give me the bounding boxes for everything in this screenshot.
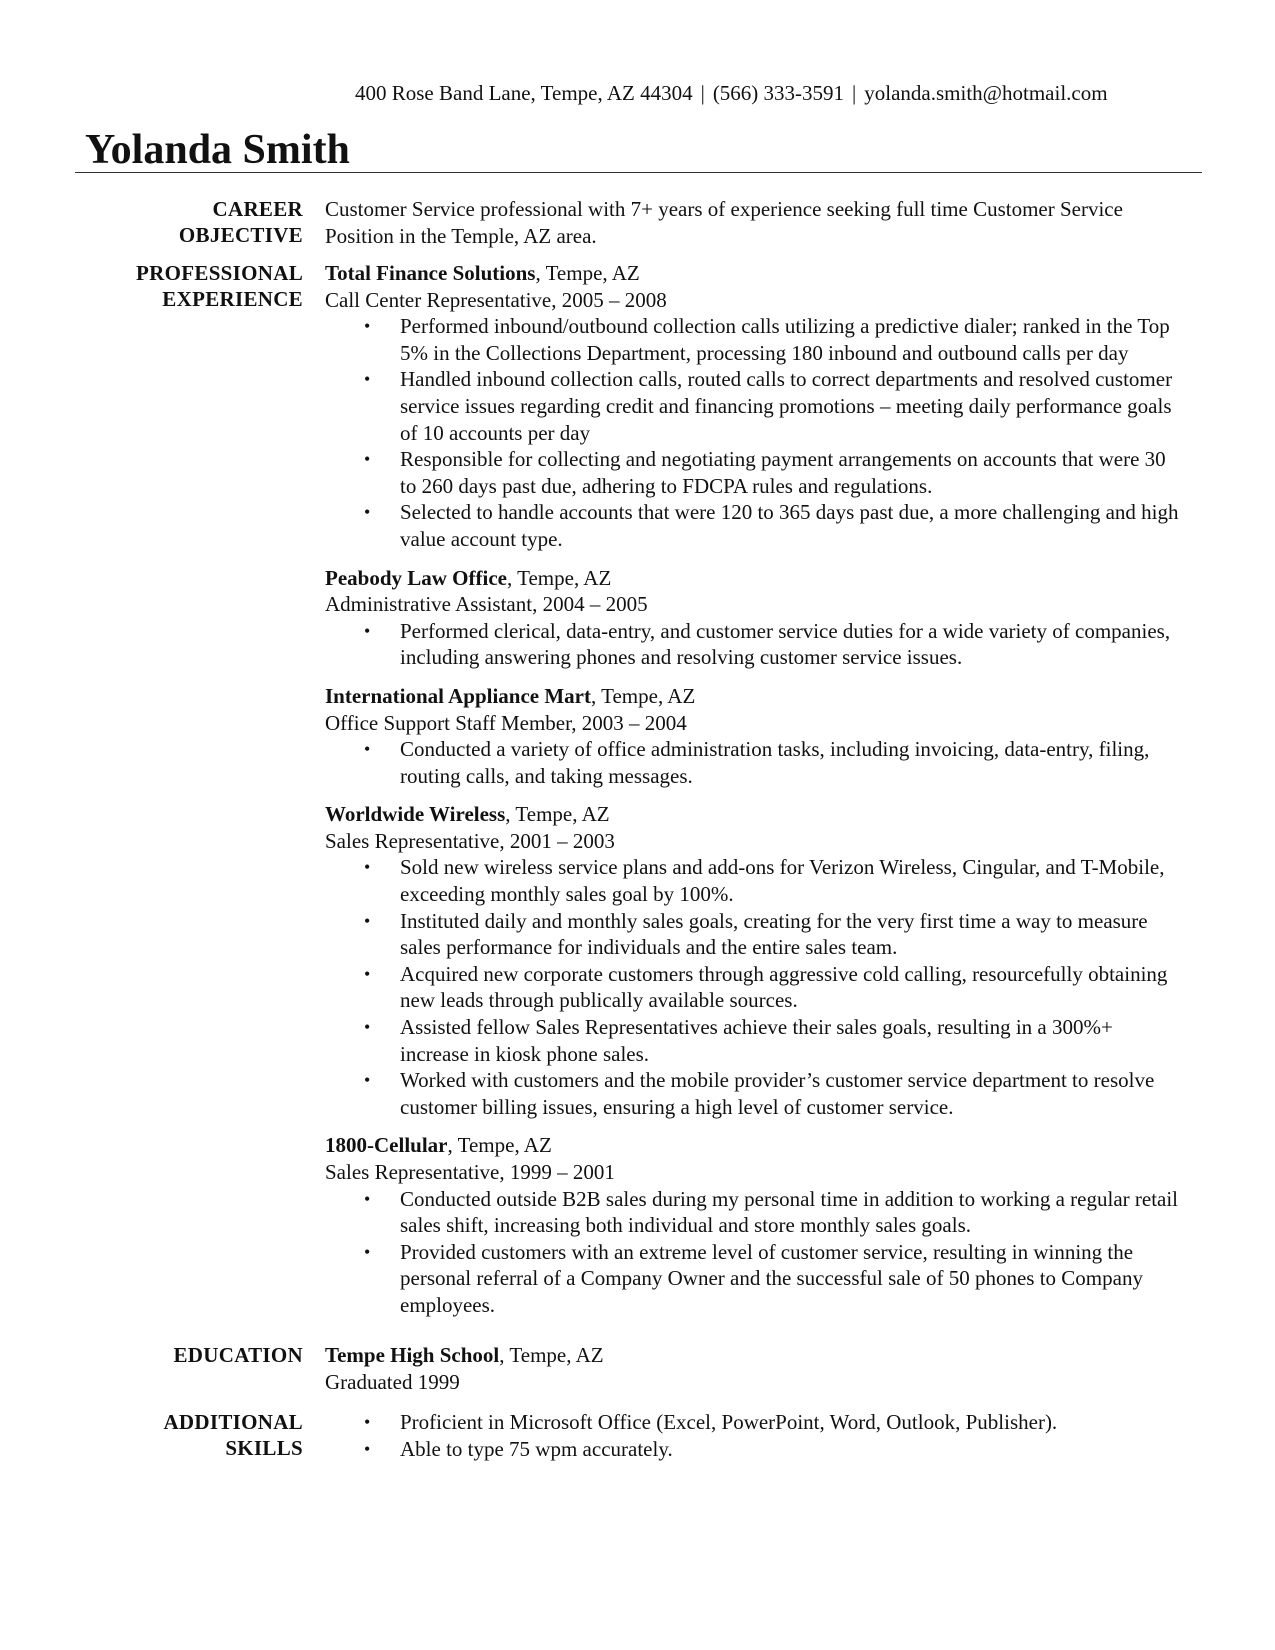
skills-label: ADDITIONAL SKILLS — [163, 1410, 303, 1460]
bullet-icon: • — [364, 502, 371, 523]
job-bullets — [325, 313, 1185, 552]
education-label: EDUCATION — [173, 1343, 303, 1367]
list-item: • Handled inbound collection calls, routed calls to correct departments and resolved customer service issues regarding credit and financing promotions – meeting daily performance goals of 10 accounts per day — [364, 367, 1173, 445]
job-bullets — [325, 736, 1185, 789]
experience-list — [325, 260, 1185, 1319]
job-header — [325, 683, 1185, 710]
job-entry — [325, 260, 1185, 553]
company-name: Peabody Law Office — [325, 565, 507, 590]
list-item: • Conducted a variety of office administration tasks, including invoicing, data-entry, filing, routing calls, and taking messages. — [364, 737, 1150, 788]
bullet-icon: • — [364, 910, 371, 931]
list-item: • Responsible for collecting and negotiating payment arrangements on accounts that were 30 to 260 days past due, adhering to FDCPA rules and regulations. — [364, 447, 1166, 498]
job-entry — [325, 801, 1185, 1120]
list-item: • Instituted daily and monthly sales goals, creating for the very first time a way to measure sales performance for individuals and the entire sales team. — [364, 908, 1148, 960]
objective-label: CAREER OBJECTIVE — [178, 197, 303, 247]
company-location: , Tempe, AZ — [506, 565, 612, 590]
job-bullets — [325, 854, 1185, 1120]
job-entry — [325, 1132, 1185, 1318]
job-entry — [325, 683, 1185, 789]
job-title: Call Center Representative, 2005 – 2008 — [325, 287, 667, 312]
list-item: • Assisted fellow Sales Representatives achieve their sales goals, resulting in a 300%+ increase in kiosk phone sales. — [364, 1015, 1113, 1066]
job-title: Office Support Staff Member, 2003 – 2004 — [325, 710, 687, 735]
company-name: 1800-Cellular — [325, 1133, 448, 1158]
bullet-icon: • — [364, 1241, 371, 1262]
company-name: International Appliance Mart — [325, 683, 591, 708]
list-item: • Able to type 75 wpm accurately. — [364, 1436, 673, 1461]
experience-label: PROFESSIONAL EXPERIENCE — [136, 261, 303, 311]
candidate-name: Yolanda Smith — [85, 127, 350, 173]
list-item: • Sold new wireless service plans and add-ons for Verizon Wireless, Cingular, and T-Mobile, exceeding monthly sales goal by 100%. — [364, 855, 1165, 907]
list-item: • Worked with customers and the mobile provider’s customer service department to resolve customer billing issues, ensuring a high level of customer service. — [364, 1068, 1155, 1119]
school-name: Tempe High School — [325, 1343, 500, 1367]
bullet-icon: • — [364, 316, 371, 337]
bullet-icon: • — [364, 739, 371, 760]
company-name: Total Finance Solutions — [325, 261, 536, 285]
list-item: • Selected to handle accounts that were 120 to 365 days past due, a more challenging and high value account type. — [364, 500, 1179, 551]
phone: (566) 333-3591 — [712, 81, 845, 105]
job-entry — [325, 565, 1185, 671]
job-bullets — [325, 618, 1185, 671]
bullet-icon: • — [364, 1017, 371, 1038]
bullet-icon: • — [364, 1070, 371, 1091]
bullet-icon: • — [364, 369, 371, 390]
bullet-icon: • — [364, 857, 371, 878]
bullet-icon: • — [364, 1188, 371, 1209]
contact-line — [355, 79, 1108, 107]
company-name: Worldwide Wireless — [325, 802, 506, 827]
bullet-icon: • — [364, 1412, 371, 1432]
separator: | — [700, 81, 705, 105]
bullet-icon: • — [364, 1438, 371, 1459]
company-location: , Tempe, AZ — [535, 261, 640, 285]
separator: | — [852, 81, 857, 105]
list-item: • Proficient in Microsoft Office (Excel, PowerPoint, Word, Outlook, Publisher). — [364, 1410, 1058, 1434]
job-header — [325, 565, 1185, 592]
list-item: • Performed inbound/outbound collection calls utilizing a predictive dialer; ranked in the Top 5% in the Collections Department, processing 180 inbound and outbound calls per day — [364, 314, 1170, 365]
job-header — [325, 801, 1185, 828]
skills-list — [325, 1409, 1185, 1462]
graduation-detail: Graduated 1999 — [325, 1369, 460, 1394]
address: 400 Rose Band Lane, Tempe, AZ 44304 — [355, 81, 693, 105]
bullet-icon: • — [364, 620, 371, 641]
objective-text: Customer Service professional with 7+ years of experience seeking full time Customer Service Position in the Temple, AZ area. — [325, 197, 1123, 248]
list-item: • Performed clerical, data-entry, and customer service duties for a wide variety of companies, including answering phones and resolving customer service issues. — [364, 618, 1171, 670]
list-item: • Conducted outside B2B sales during my personal time in addition to working a regular retail sales shift, increasing both individual and store monthly sales goals. — [364, 1186, 1179, 1238]
company-location: , Tempe, AZ — [505, 802, 610, 827]
bullet-icon: • — [364, 963, 371, 984]
list-item: • Provided customers with an extreme level of customer service, resulting in winning the personal referral of a Company Owner and the successful sale of 50 phones to Company employees. — [364, 1239, 1143, 1317]
job-header — [325, 260, 1185, 287]
job-header — [325, 1132, 1185, 1159]
education-content — [325, 1342, 1185, 1395]
job-title: Sales Representative, 1999 – 2001 — [325, 1160, 615, 1184]
list-item: • Acquired new corporate customers through aggressive cold calling, resourcefully obtaining new leads through publically available sources. — [364, 961, 1168, 1013]
email: yolanda.smith@hotmail.com — [864, 81, 1108, 105]
skills-bullets — [325, 1409, 1185, 1462]
job-title: Sales Representative, 2001 – 2003 — [325, 828, 615, 853]
header-divider — [75, 172, 1202, 173]
job-title: Administrative Assistant, 2004 – 2005 — [325, 592, 648, 617]
company-location: , Tempe, AZ — [591, 683, 696, 708]
bullet-icon: • — [364, 449, 371, 470]
school-header — [325, 1342, 1185, 1369]
school-location: , Tempe, AZ — [499, 1343, 604, 1367]
company-location: , Tempe, AZ — [447, 1133, 552, 1158]
job-bullets — [325, 1186, 1185, 1319]
